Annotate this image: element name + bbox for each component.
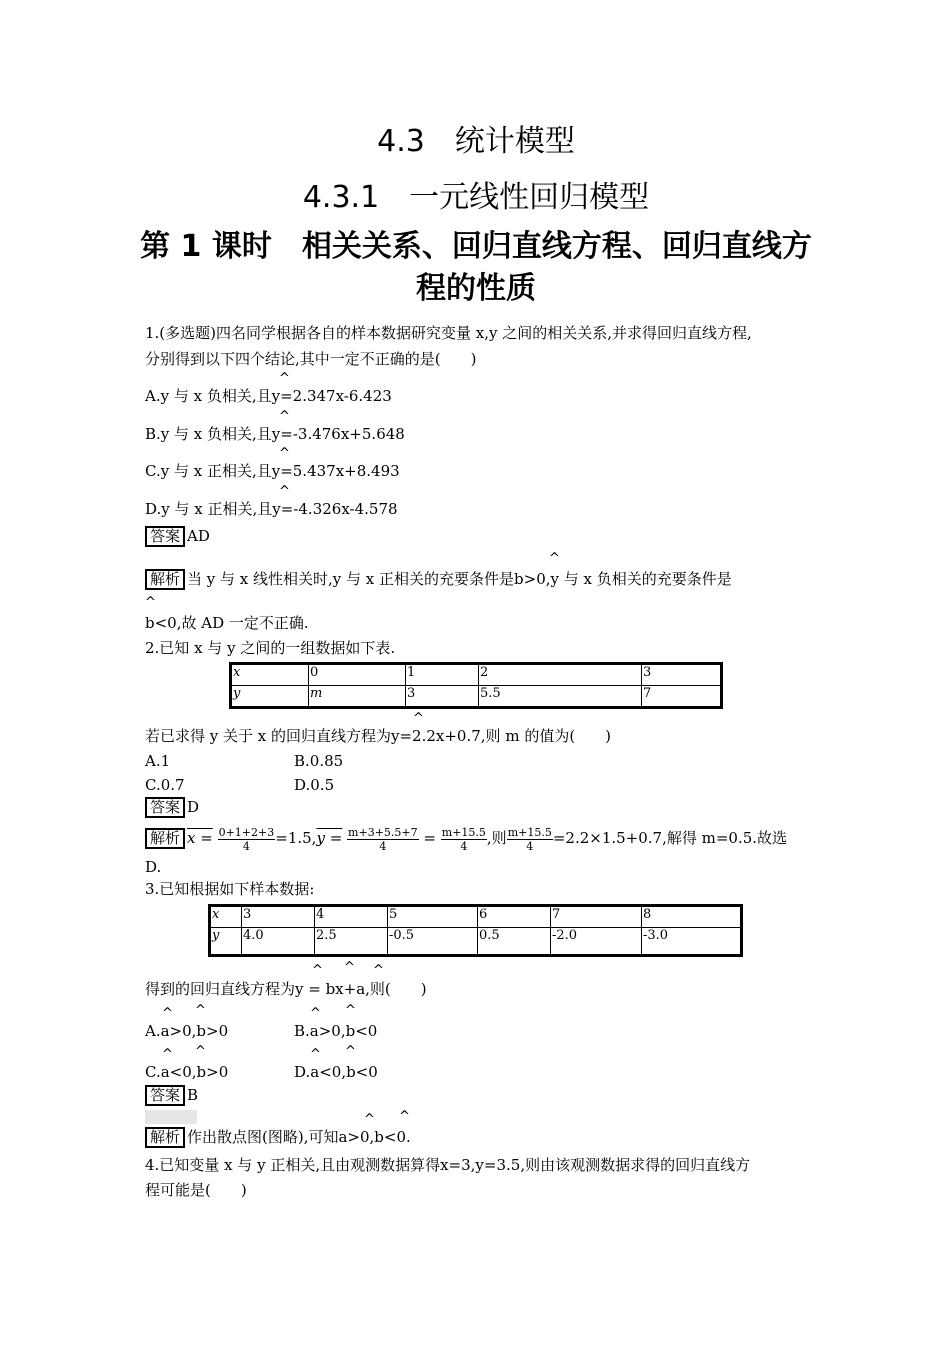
table-row	[231, 664, 722, 686]
hat-icon: ^	[145, 595, 156, 610]
analysis-tag: 解析	[145, 569, 185, 590]
table-row	[210, 928, 742, 956]
q3-option-a: A.a>0,b>0	[145, 1022, 229, 1040]
q1-option-b: B.y 与 x 负相关,且y=-3.476x+5.648	[145, 425, 405, 443]
table-cell: 0	[309, 664, 406, 686]
table-cell: 8	[642, 906, 742, 928]
table-cell: 2.5	[315, 928, 388, 956]
hat-icon: ^	[345, 1044, 356, 1059]
hat-icon: ^	[162, 1006, 173, 1021]
fraction: $\frac{m+15.5}{4}$	[441, 825, 486, 853]
table-cell: y	[231, 686, 309, 708]
table-cell: -3.0	[642, 928, 742, 956]
table-cell: 3	[242, 906, 315, 928]
analysis-tag: 解析	[145, 828, 185, 849]
table-row	[210, 906, 742, 928]
table-cell: 3	[642, 664, 722, 686]
q4-stem-line2: 程可能是( )	[145, 1181, 247, 1199]
subsection-title: 4.3.1 一元线性回归模型	[302, 180, 650, 215]
q1-option-d: D.y 与 x 正相关,且y=-4.326x-4.578	[145, 500, 398, 518]
q1-analysis-line1	[145, 569, 732, 590]
lesson-title: 第 1 课时 相关关系、回归直线方程、回归直线方程的性质	[140, 229, 812, 306]
hat-icon: ^	[364, 1112, 375, 1127]
hat-icon: ^	[162, 1047, 173, 1062]
highlight-strip	[145, 1110, 197, 1124]
hat-icon: ^	[195, 1044, 206, 1059]
fraction: $\frac{m+3+5.5+7}{4}$	[348, 825, 418, 853]
q3-option-c: C.a<0,b>0	[145, 1063, 229, 1081]
table-cell: 6	[478, 906, 551, 928]
hat-icon: ^	[549, 551, 560, 566]
hat-icon: ^	[279, 371, 290, 386]
hat-icon: ^	[310, 1006, 321, 1021]
analysis-tag: 解析	[145, 1127, 185, 1148]
hat-icon: ^	[413, 711, 424, 726]
hat-icon: ^	[279, 446, 290, 461]
q3-option-b: B.a>0,b<0	[294, 1022, 378, 1040]
q2-option-d: D.0.5	[294, 776, 335, 794]
table-cell: -2.0	[551, 928, 642, 956]
table-cell: 1	[406, 664, 479, 686]
q1-stem-line1: 1.(多选题)四名同学根据各自的样本数据研究变量 x,y 之间的相关关系,并求得回归直线方程,	[145, 324, 752, 342]
q2-answer-value: D	[187, 798, 200, 816]
answer-tag: 答案	[145, 526, 185, 547]
hat-icon: ^	[373, 963, 384, 978]
q2-option-c: C.0.7	[145, 776, 185, 794]
table-cell: 7	[551, 906, 642, 928]
table-cell: 5	[388, 906, 478, 928]
fraction: $\frac{m+15.5}{4}$	[507, 825, 552, 853]
q3-answer	[145, 1085, 198, 1106]
table-cell: 3	[406, 686, 479, 708]
hat-icon: ^	[312, 963, 323, 978]
fraction: $\frac{0+1+2+3}{4}$	[218, 825, 275, 853]
table-cell: 2	[479, 664, 642, 686]
q3-analysis	[145, 1127, 411, 1148]
q2-answer	[145, 797, 199, 818]
table-row	[231, 686, 722, 708]
q4-stem-line1: 4.已知变量 x 与 y 正相关,且由观测数据算得x=3,y=3.5,则由该观测数据求得的回归直线方	[145, 1156, 751, 1174]
hat-icon: ^	[310, 1047, 321, 1062]
hat-icon: ^	[345, 1003, 356, 1018]
table-cell: m	[309, 686, 406, 708]
q1-answer	[145, 526, 210, 547]
q1-option-a: A.y 与 x 负相关,且y=2.347x-6.423	[145, 387, 392, 405]
hat-icon: ^	[195, 1003, 206, 1018]
table-cell: y	[210, 928, 242, 956]
hat-icon: ^	[399, 1109, 410, 1124]
q2-option-a: A.1	[145, 752, 171, 770]
q2-analysis-line2: D.	[145, 858, 162, 876]
table-cell: x	[231, 664, 309, 686]
table-cell: 4	[315, 906, 388, 928]
hat-icon: ^	[279, 409, 290, 424]
table-cell: 4.0	[242, 928, 315, 956]
answer-tag: 答案	[145, 797, 185, 818]
answer-tag: 答案	[145, 1085, 185, 1106]
table-cell: 7	[642, 686, 722, 708]
q2-option-b: B.0.85	[294, 752, 344, 770]
q3-analysis-text: 作出散点图(图略),可知a>0,b<0.	[187, 1128, 411, 1146]
q1-analysis-text: 当 y 与 x 线性相关时,y 与 x 正相关的充要条件是b>0,y 与 x 负相关的充要条件是	[187, 570, 732, 588]
q3-answer-value: B	[187, 1086, 199, 1104]
table-cell: x	[210, 906, 242, 928]
hat-icon: ^	[344, 960, 355, 975]
q2-stem: 2.已知 x 与 y 之间的一组数据如下表.	[145, 639, 396, 657]
q2-stem2: 若已求得 y 关于 x 的回归直线方程为y=2.2x+0.7,则 m 的值为( )	[145, 727, 612, 745]
q3-data-table	[208, 904, 743, 957]
q3-stem: 3.已知根据如下样本数据:	[145, 880, 315, 898]
table-cell: 0.5	[478, 928, 551, 956]
q2-analysis-line1: 解析 x = $\frac{0+1+2+3}{4}$ =1.5,y = $\frac{m+3+5.5+7}{4}$ = $\frac{m+15.5}{4}$ ,则 $\frac{m+15.5}{4}$ =2.2×1.5+0.7,解得 m=0.5.故选	[145, 823, 787, 853]
q1-analysis-line2: b<0,故 AD 一定不正确.	[145, 614, 309, 632]
section-title: 4.3 统计模型	[377, 124, 575, 159]
q1-answer-value: AD	[187, 527, 210, 545]
hat-icon: ^	[279, 484, 290, 499]
q3-option-d: D.a<0,b<0	[294, 1063, 378, 1081]
q2-data-table	[229, 662, 723, 709]
table-cell: -0.5	[388, 928, 478, 956]
q1-stem-line2: 分别得到以下四个结论,其中一定不正确的是( )	[145, 350, 477, 368]
q1-option-c: C.y 与 x 正相关,且y=5.437x+8.493	[145, 462, 400, 480]
table-cell: 5.5	[479, 686, 642, 708]
q3-stem2: 得到的回归直线方程为y = bx+a,则( )	[145, 980, 427, 998]
